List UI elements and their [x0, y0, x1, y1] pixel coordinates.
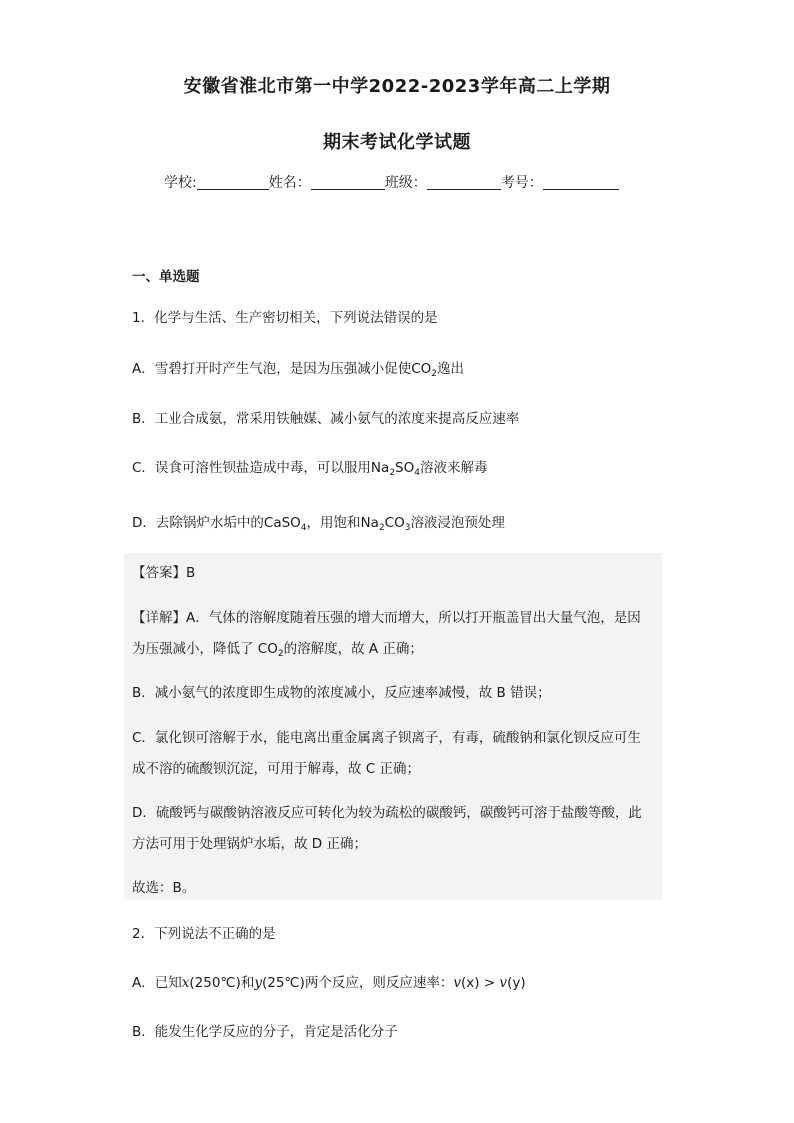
q1-option-a: A．雪碧打开时产生气泡，是因为压强减小促使$CO_2$逸出 [132, 361, 465, 379]
exam-title-line2: 期末考试化学试题 [323, 132, 471, 153]
q1-detail-b: B．减小氨气的浓度即生成物的浓度减小，反应速率减慢，故 B 错误； [132, 685, 551, 701]
q1-detail-d1: D．硫酸钙与碳酸钠溶液反应可转化为较为疏松的碳酸钙，碳酸钙可溶于盐酸等酸，此 [132, 805, 642, 821]
q1-stem: 1．化学与生活、生产密切相关，下列说法错误的是 [132, 310, 438, 326]
name-blank[interactable] [311, 175, 385, 190]
class-label: 班级： [384, 175, 427, 191]
q1-answer: 【答案】B [132, 565, 196, 581]
q1-detail-line2: 为压强减小，降低了 $CO_2$的溶解度，故 A 正确； [132, 641, 423, 659]
school-label: 学校: [164, 175, 197, 191]
student-info-row [164, 172, 619, 192]
q2-stem: 2．下列说法不正确的是 [132, 926, 276, 942]
q1-detail-line1: 【详解】A．气体的溶解度随着压强的增大而增大，所以打开瓶盖冒出大量气泡，是因 [132, 610, 641, 626]
q1-detail-c2: 成不溶的硫酸钡沉淀，可用于解毒，故 C 正确； [132, 761, 421, 777]
q1-option-c: C．误食可溶性钡盐造成中毒，可以服用$Na_2SO_4$溶液来解毒 [132, 460, 488, 478]
exam-no-label: 考号： [500, 175, 543, 191]
name-label: 姓名： [268, 175, 311, 191]
school-blank[interactable] [197, 175, 269, 190]
section-title: 一、单选题 [132, 269, 200, 285]
exam-title-line1: 安徽省淮北市第一中学2022-2023学年高二上学期 [183, 76, 611, 97]
q1-conclusion: 故选：B。 [132, 880, 196, 896]
q1-detail-c1: C．氯化钡可溶解于水，能电离出重金属离子钡离子，有毒，硫酸钠和氯化钡反应可生 [132, 730, 641, 746]
q1-option-b: B．工业合成氨，常采用铁触媒、减小氨气的浓度来提高反应速率 [132, 411, 520, 427]
q2-option-a: A．已知x(250℃)和y(25℃)两个反应，则反应速率：v(x) > v(y) [132, 975, 526, 991]
q1-option-d: D．去除锅炉水垢中的CaSO$_4$，用饱和$Na_2CO_3$溶液浸泡预处理 [132, 515, 505, 533]
q1-detail-d2: 方法可用于处理锅炉水垢，故 D 正确； [132, 836, 367, 852]
class-blank[interactable] [427, 175, 501, 190]
q2-option-b: B．能发生化学反应的分子，肯定是活化分子 [132, 1024, 398, 1040]
exam-no-blank[interactable] [543, 175, 619, 190]
